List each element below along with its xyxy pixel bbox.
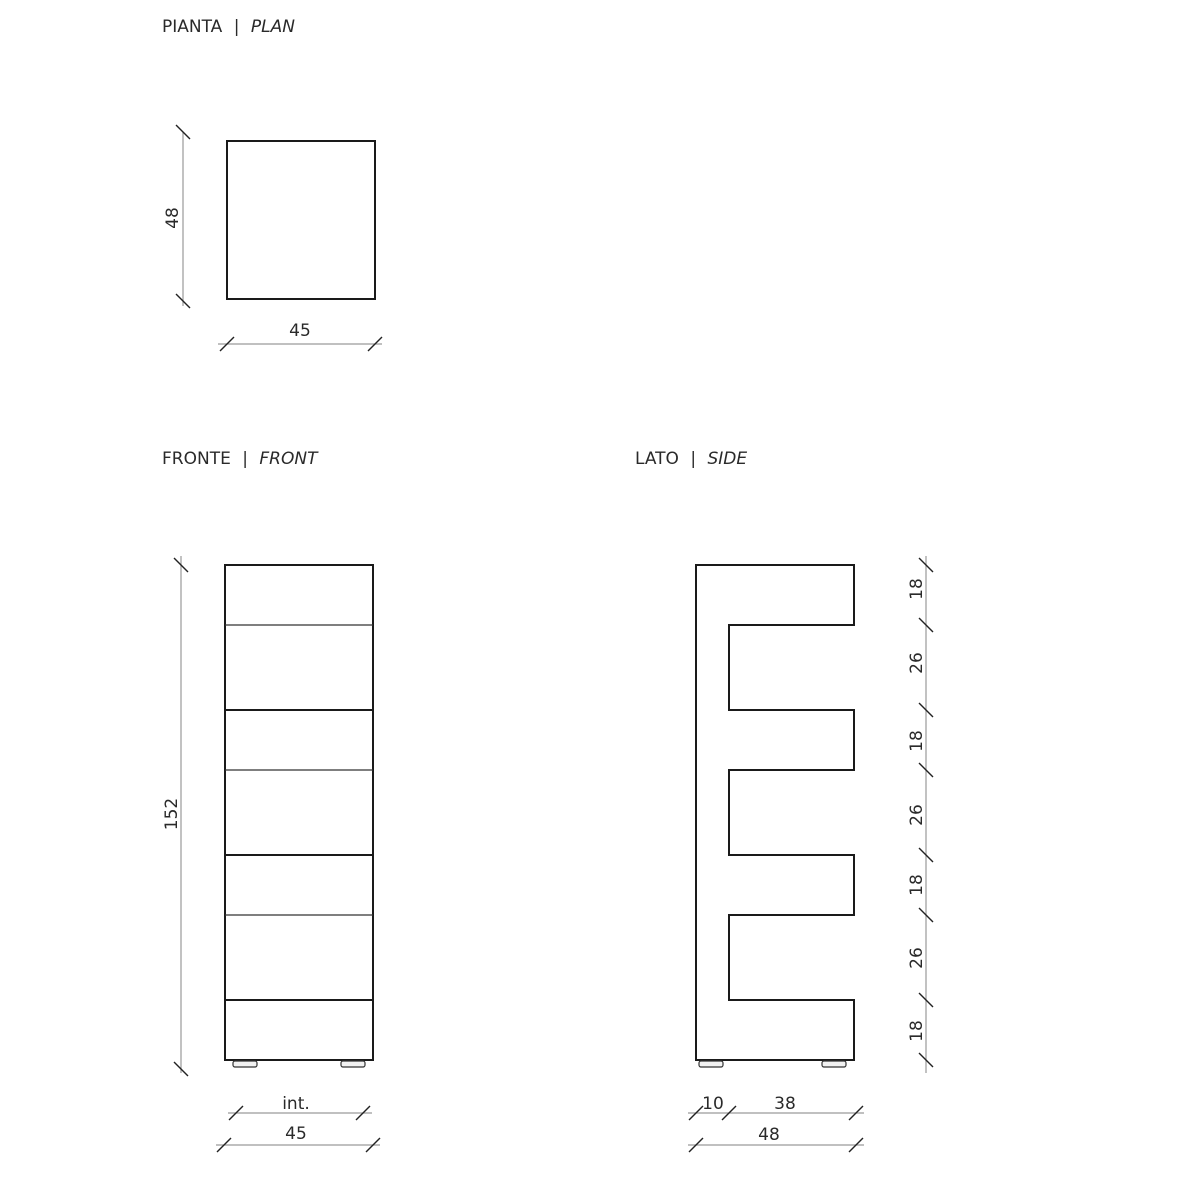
side-segment-value: 18	[907, 730, 927, 752]
svg-text:PIANTA | PLAN	[162, 17, 295, 37]
front-title: FRONTE	[162, 449, 231, 469]
side-back-value: 10	[702, 1094, 724, 1114]
front-height-value: 152	[162, 797, 182, 831]
side-segment-value: 26	[907, 947, 927, 969]
side-title: LATO	[635, 449, 679, 469]
front-width-value: 45	[285, 1124, 307, 1144]
plan-outline	[227, 141, 375, 299]
title-separator: |	[242, 449, 248, 469]
side-title-en: SIDE	[707, 449, 748, 469]
plan-view	[162, 17, 382, 351]
side-segment-value: 18	[907, 874, 927, 896]
side-segment-value: 26	[907, 804, 927, 826]
plan-title: PIANTA	[162, 17, 223, 37]
front-title-en: FRONT	[259, 449, 318, 469]
front-view	[162, 449, 380, 1152]
side-segment-value: 18	[907, 578, 927, 600]
side-shelf-value: 38	[774, 1094, 796, 1114]
svg-text:FRONTE | FRONT	[162, 449, 319, 469]
front-foot	[233, 1061, 257, 1067]
side-foot	[699, 1061, 723, 1067]
plan-width-value: 45	[289, 321, 311, 341]
side-depth-value: 48	[758, 1125, 780, 1145]
side-profile-outline	[696, 565, 854, 1060]
front-int-label: int.	[282, 1094, 310, 1114]
side-view	[635, 449, 933, 1152]
plan-title-en: PLAN	[250, 17, 295, 37]
svg-text:LATO | SIDE	[635, 449, 747, 469]
side-foot	[822, 1061, 846, 1067]
title-separator: |	[690, 449, 697, 469]
title-separator: |	[233, 17, 240, 37]
front-outline	[225, 565, 373, 1060]
front-foot	[341, 1061, 365, 1067]
side-segment-value: 18	[907, 1020, 927, 1042]
plan-depth-value: 48	[163, 207, 183, 229]
side-segment-value: 26	[907, 652, 927, 674]
